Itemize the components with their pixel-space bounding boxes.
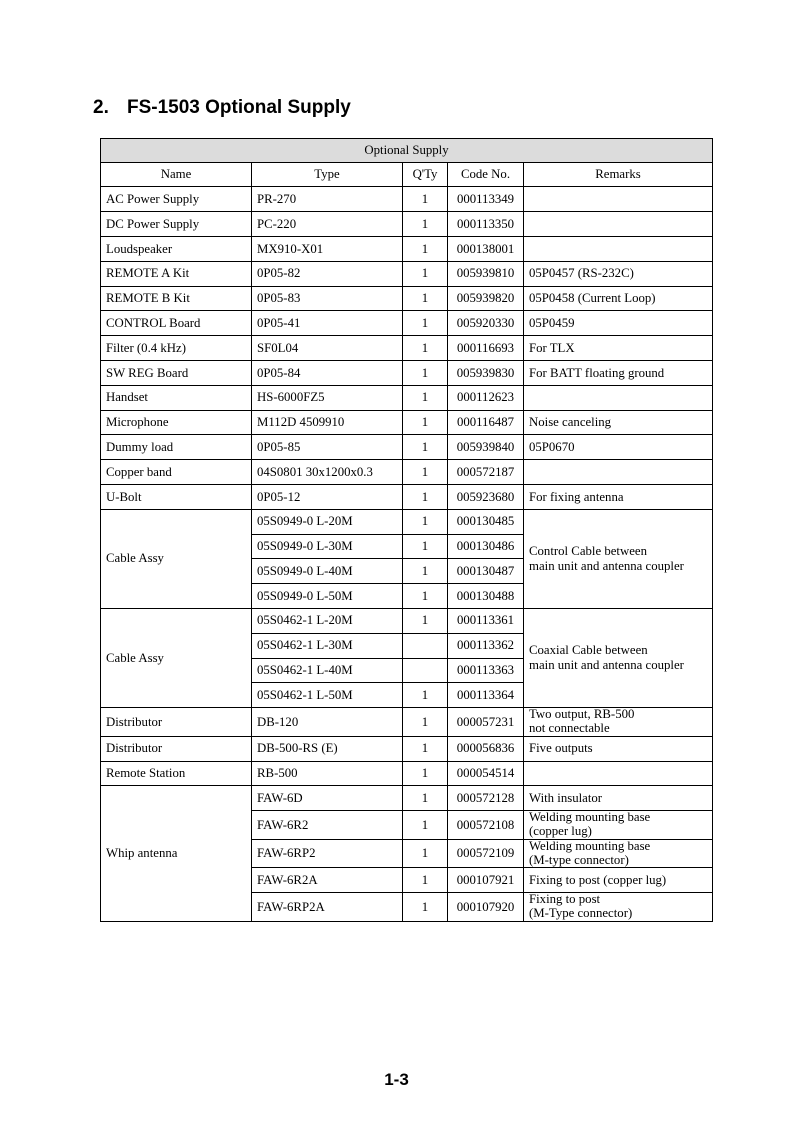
page-number: 1-3 xyxy=(384,1070,409,1089)
item-type: 05S0462-1 L-40M xyxy=(252,658,403,683)
item-code: 000113363 xyxy=(448,658,524,683)
table-caption: Optional Supply xyxy=(101,139,713,163)
item-remarks: 05P0457 (RS-232C) xyxy=(524,261,713,286)
item-qty: 1 xyxy=(403,360,448,385)
item-type: MX910-X01 xyxy=(252,236,403,261)
remarks-line: main unit and antenna coupler xyxy=(529,558,684,573)
item-remarks xyxy=(524,839,713,868)
item-name: DC Power Supply xyxy=(101,212,252,237)
item-remarks: For BATT floating ground xyxy=(524,360,713,385)
table-row xyxy=(101,385,713,410)
item-name: CONTROL Board xyxy=(101,311,252,336)
item-code: 000572108 xyxy=(448,811,524,840)
item-qty: 1 xyxy=(403,708,448,737)
item-type: SF0L04 xyxy=(252,336,403,361)
remarks-line: (M-type connector) xyxy=(529,852,629,867)
item-code: 000130486 xyxy=(448,534,524,559)
table-row xyxy=(101,236,713,261)
item-code: 000107920 xyxy=(448,893,524,922)
section-heading xyxy=(93,97,693,119)
item-code: 000572109 xyxy=(448,839,524,868)
remarks-line: (copper lug) xyxy=(529,823,592,838)
item-code: 005920330 xyxy=(448,311,524,336)
item-code: 005939830 xyxy=(448,360,524,385)
item-remarks xyxy=(524,187,713,212)
item-type: 0P05-41 xyxy=(252,311,403,336)
item-code: 005939820 xyxy=(448,286,524,311)
item-type: 05S0949-0 L-50M xyxy=(252,584,403,609)
item-code: 000138001 xyxy=(448,236,524,261)
item-name: SW REG Board xyxy=(101,360,252,385)
item-type: PR-270 xyxy=(252,187,403,212)
remarks-line: Control Cable between xyxy=(529,544,647,559)
item-type: 0P05-83 xyxy=(252,286,403,311)
item-code: 005939810 xyxy=(448,261,524,286)
item-qty xyxy=(403,658,448,683)
item-code: 000056836 xyxy=(448,736,524,761)
column-header-type: Type xyxy=(252,162,403,187)
item-code: 000112623 xyxy=(448,385,524,410)
table-row xyxy=(101,410,713,435)
item-type: DB-120 xyxy=(252,708,403,737)
column-header-remarks: Remarks xyxy=(524,162,713,187)
item-qty: 1 xyxy=(403,286,448,311)
item-name: Remote Station xyxy=(101,761,252,786)
item-qty: 1 xyxy=(403,893,448,922)
item-name: Handset xyxy=(101,385,252,410)
item-qty: 1 xyxy=(403,212,448,237)
table-row xyxy=(101,435,713,460)
item-qty: 1 xyxy=(403,761,448,786)
item-code: 000113361 xyxy=(448,608,524,633)
item-name: AC Power Supply xyxy=(101,187,252,212)
item-remarks: 05P0670 xyxy=(524,435,713,460)
table-row xyxy=(101,608,713,633)
item-name: Cable Assy xyxy=(101,608,252,707)
item-name: Filter (0.4 kHz) xyxy=(101,336,252,361)
item-type: RB-500 xyxy=(252,761,403,786)
item-qty xyxy=(403,633,448,658)
table-row xyxy=(101,736,713,761)
column-header-qty: Q'Ty xyxy=(403,162,448,187)
item-qty: 1 xyxy=(403,736,448,761)
item-qty: 1 xyxy=(403,559,448,584)
table-row xyxy=(101,286,713,311)
item-code: 000130485 xyxy=(448,509,524,534)
remarks-line: Welding mounting base xyxy=(529,839,651,853)
item-code: 000572187 xyxy=(448,460,524,485)
table-row xyxy=(101,460,713,485)
item-remarks xyxy=(524,761,713,786)
item-code: 000113362 xyxy=(448,633,524,658)
item-code: 000113349 xyxy=(448,187,524,212)
item-code: 005923680 xyxy=(448,484,524,509)
item-code: 000113364 xyxy=(448,683,524,708)
remarks-line: (M-Type connector) xyxy=(529,906,633,920)
item-remarks: 05P0459 xyxy=(524,311,713,336)
table-row xyxy=(101,360,713,385)
optional-supply-table xyxy=(100,138,713,922)
section-title: FS-1503 Optional Supply xyxy=(127,97,351,118)
item-qty: 1 xyxy=(403,534,448,559)
item-qty: 1 xyxy=(403,336,448,361)
item-type: FAW-6R2 xyxy=(252,811,403,840)
item-remarks xyxy=(524,893,713,922)
item-code: 000116487 xyxy=(448,410,524,435)
item-remarks xyxy=(524,385,713,410)
item-remarks: 05P0458 (Current Loop) xyxy=(524,286,713,311)
remarks-line: Coaxial Cable between xyxy=(529,643,648,658)
item-type: 05S0949-0 L-40M xyxy=(252,559,403,584)
item-type: PC-220 xyxy=(252,212,403,237)
item-qty: 1 xyxy=(403,839,448,868)
table-row xyxy=(101,311,713,336)
table-row xyxy=(101,708,713,737)
table-row xyxy=(101,212,713,237)
item-qty: 1 xyxy=(403,261,448,286)
item-qty: 1 xyxy=(403,811,448,840)
item-code: 000130487 xyxy=(448,559,524,584)
item-code: 000107921 xyxy=(448,868,524,893)
item-remarks: Noise canceling xyxy=(524,410,713,435)
item-name: Microphone xyxy=(101,410,252,435)
table-caption-row xyxy=(101,139,713,163)
remarks-line: Fixing to post xyxy=(529,892,601,907)
item-code: 000116693 xyxy=(448,336,524,361)
item-type: 05S0949-0 L-20M xyxy=(252,509,403,534)
item-type: FAW-6D xyxy=(252,786,403,811)
table-row xyxy=(101,761,713,786)
item-qty: 1 xyxy=(403,786,448,811)
item-type: 04S0801 30x1200x0.3 xyxy=(252,460,403,485)
item-remarks: Five outputs xyxy=(524,736,713,761)
item-remarks xyxy=(524,811,713,840)
item-qty: 1 xyxy=(403,410,448,435)
table-row xyxy=(101,509,713,534)
item-qty: 1 xyxy=(403,311,448,336)
item-type: 0P05-82 xyxy=(252,261,403,286)
item-type: HS-6000FZ5 xyxy=(252,385,403,410)
item-qty: 1 xyxy=(403,460,448,485)
item-type: 05S0949-0 L-30M xyxy=(252,534,403,559)
item-remarks xyxy=(524,509,713,608)
item-qty: 1 xyxy=(403,484,448,509)
item-remarks xyxy=(524,608,713,707)
item-qty: 1 xyxy=(403,584,448,609)
table-row xyxy=(101,336,713,361)
item-type: 0P05-84 xyxy=(252,360,403,385)
item-type: 05S0462-1 L-50M xyxy=(252,683,403,708)
item-code: 000113350 xyxy=(448,212,524,237)
item-remarks xyxy=(524,236,713,261)
item-remarks: With insulator xyxy=(524,786,713,811)
item-qty: 1 xyxy=(403,683,448,708)
table-row xyxy=(101,187,713,212)
column-header-name: Name xyxy=(101,162,252,187)
item-qty: 1 xyxy=(403,236,448,261)
item-type: 0P05-12 xyxy=(252,484,403,509)
item-name: Dummy load xyxy=(101,435,252,460)
item-type: 05S0462-1 L-20M xyxy=(252,608,403,633)
item-code: 000054514 xyxy=(448,761,524,786)
item-qty: 1 xyxy=(403,385,448,410)
item-type: M112D 4509910 xyxy=(252,410,403,435)
item-name: Loudspeaker xyxy=(101,236,252,261)
item-code: 000572128 xyxy=(448,786,524,811)
item-type: 05S0462-1 L-30M xyxy=(252,633,403,658)
item-qty: 1 xyxy=(403,187,448,212)
item-qty: 1 xyxy=(403,435,448,460)
item-type: DB-500-RS (E) xyxy=(252,736,403,761)
item-remarks xyxy=(524,460,713,485)
table-header-row xyxy=(101,162,713,187)
table-row xyxy=(101,261,713,286)
item-name: U-Bolt xyxy=(101,484,252,509)
item-name: Cable Assy xyxy=(101,509,252,608)
item-type: FAW-6RP2A xyxy=(252,893,403,922)
item-name: Whip antenna xyxy=(101,786,252,921)
item-code: 005939840 xyxy=(448,435,524,460)
table-row xyxy=(101,786,713,811)
remarks-line: main unit and antenna coupler xyxy=(529,658,684,673)
item-remarks: For TLX xyxy=(524,336,713,361)
item-name: REMOTE B Kit xyxy=(101,286,252,311)
item-type: FAW-6RP2 xyxy=(252,839,403,868)
item-name: Distributor xyxy=(101,708,252,737)
item-remarks xyxy=(524,708,713,737)
table-row xyxy=(101,484,713,509)
item-remarks: For fixing antenna xyxy=(524,484,713,509)
item-qty: 1 xyxy=(403,608,448,633)
item-qty: 1 xyxy=(403,868,448,893)
item-qty: 1 xyxy=(403,509,448,534)
item-remarks: Fixing to post (copper lug) xyxy=(524,868,713,893)
item-name: REMOTE A Kit xyxy=(101,261,252,286)
item-type: FAW-6R2A xyxy=(252,868,403,893)
item-type: 0P05-85 xyxy=(252,435,403,460)
item-name: Distributor xyxy=(101,736,252,761)
item-code: 000057231 xyxy=(448,708,524,737)
remarks-line: not connectable xyxy=(529,720,610,735)
remarks-line: Welding mounting base xyxy=(529,810,651,825)
item-name: Copper band xyxy=(101,460,252,485)
remarks-line: Two output, RB-500 xyxy=(529,707,635,722)
item-code: 000130488 xyxy=(448,584,524,609)
section-number: 2. xyxy=(93,97,109,118)
item-remarks xyxy=(524,212,713,237)
column-header-code: Code No. xyxy=(448,162,524,187)
